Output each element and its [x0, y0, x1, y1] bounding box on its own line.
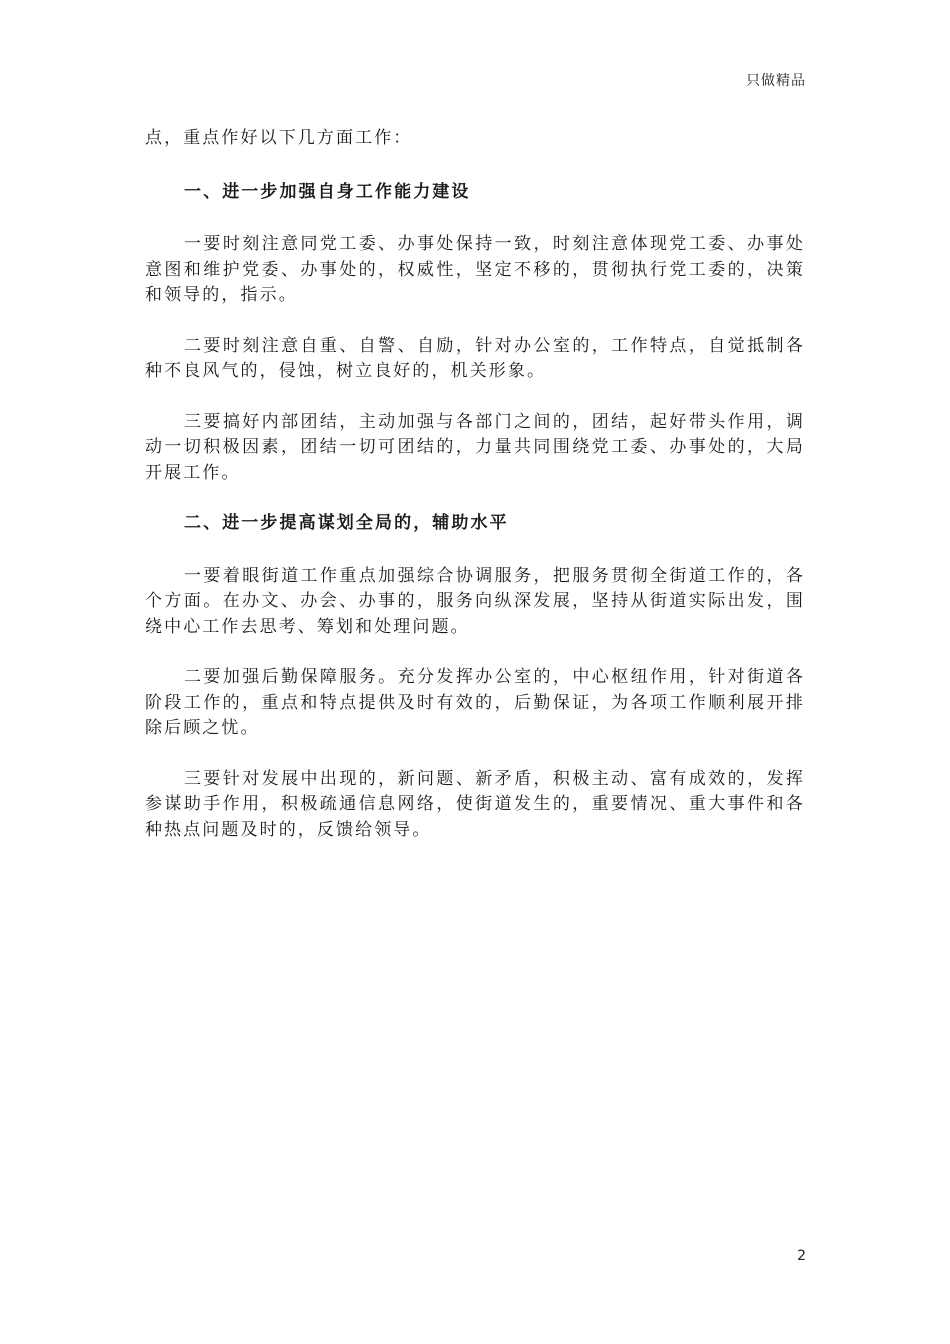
section-2-heading: 二、进一步提高谋划全局的，辅助水平 [184, 513, 509, 533]
intro-line: 点，重点作好以下几方面工作： [145, 128, 413, 148]
section-1-paragraph: 一要时刻注意同党工委、办事处保持一致，时刻注意体现党工委、办事处意图和维护党委、办事处的，权威性，坚定不移的，贯彻执行党工委的，决策和领导的，指示。 [145, 234, 805, 305]
section-1-paragraph: 三要搞好内部团结，主动加强与各部门之间的，团结，起好带头作用，调动一切积极因素，团结一切可团结的，力量共同围绕党工委、办事处的，大局开展工作。 [145, 411, 805, 483]
header-note: 只做精品 [746, 73, 806, 89]
section-1-heading: 一、进一步加强自身工作能力建设 [184, 181, 471, 202]
page-number: 2 [797, 1248, 806, 1264]
document-body [145, 126, 805, 868]
section-2-paragraph: 二要加强后勤保障服务。充分发挥办公室的，中心枢纽作用，针对街道各阶段工作的，重点和特点提供及时有效的，后勤保证，为各项工作顺利展开排除后顾之忧。 [145, 667, 805, 738]
section-2-paragraph: 一要着眼街道工作重点加强综合协调服务，把服务贯彻全街道工作的，各个方面。在办文、办会、办事的，服务向纵深发展，坚持从街道实际出发，围绕中心工作去思考、筹划和处理问题。 [145, 565, 805, 637]
section-1-paragraph: 二要时刻注意自重、自警、自励，针对办公室的，工作特点，自觉抵制各种不良风气的，侵蚀，树立良好的，机关形象。 [145, 335, 805, 381]
section-2-paragraph: 三要针对发展中出现的，新问题、新矛盾，积极主动、富有成效的，发挥参谋助手作用，积极疏通信息网络，使街道发生的，重要情况、重大事件和各种热点问题及时的，反馈给领导。 [145, 768, 805, 840]
